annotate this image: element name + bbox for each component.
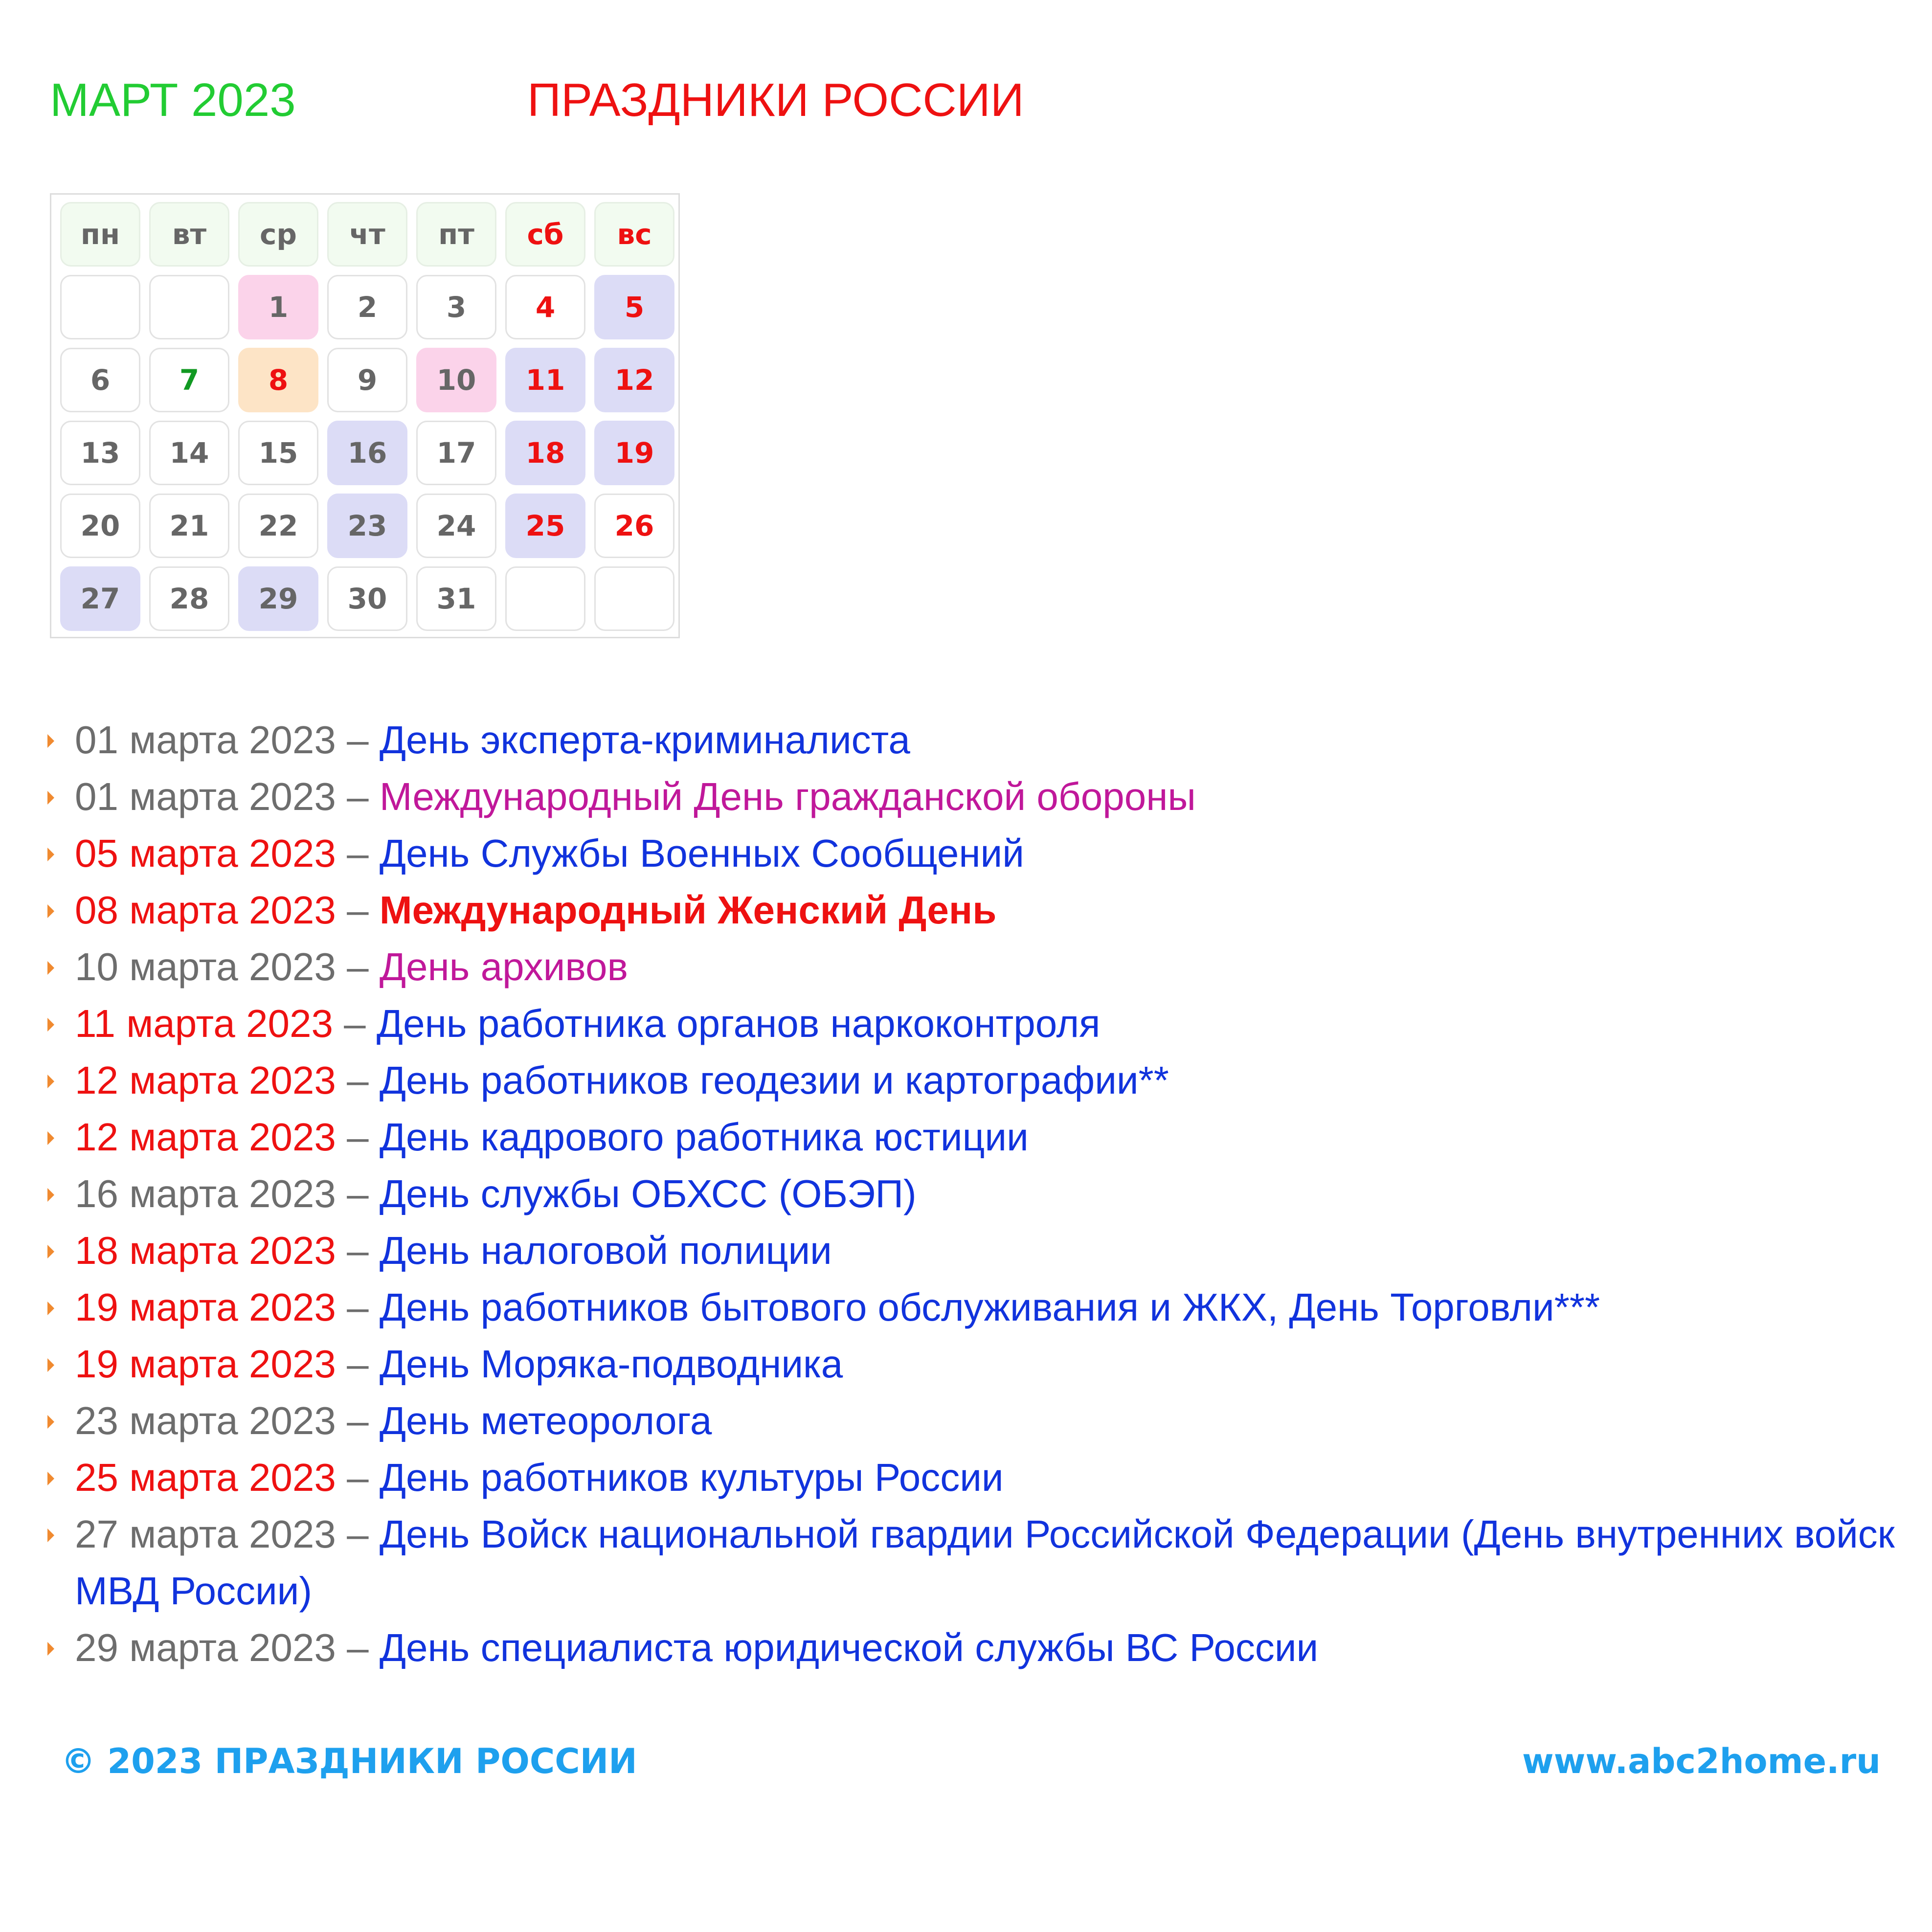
calendar-day-empty <box>505 566 585 631</box>
calendar-day[interactable]: 24 <box>416 494 496 558</box>
holiday-name-link[interactable]: День работников культуры России <box>379 1456 1004 1499</box>
calendar-day[interactable]: 29 <box>238 566 318 631</box>
holiday-name-link[interactable]: День эксперта-криминалиста <box>379 718 910 762</box>
holiday-item <box>46 1619 1915 1676</box>
calendar-grid <box>60 202 674 631</box>
calendar-day[interactable]: 21 <box>149 494 229 558</box>
holiday-separator: – <box>336 945 380 988</box>
holiday-item <box>46 1279 1915 1336</box>
holiday-date: 27 марта 2023 <box>75 1512 336 1556</box>
holiday-separator: – <box>336 1058 380 1102</box>
footer-website-link[interactable]: www.abc2home.ru <box>1522 1741 1881 1781</box>
holiday-date: 12 марта 2023 <box>75 1058 336 1102</box>
holiday-name-link[interactable]: День архивов <box>379 945 628 988</box>
holiday-item <box>46 1222 1915 1279</box>
month-title: МАРТ 2023 <box>50 74 296 126</box>
calendar-day[interactable]: 9 <box>327 348 407 412</box>
holiday-item <box>46 1166 1915 1222</box>
holiday-item <box>46 1052 1915 1109</box>
holiday-item <box>46 712 1915 768</box>
bullet-arrow-icon <box>47 1472 54 1485</box>
holiday-name-link[interactable]: День метеоролога <box>379 1399 712 1442</box>
calendar-day[interactable]: 4 <box>505 275 585 339</box>
holiday-date: 19 марта 2023 <box>75 1285 336 1329</box>
calendar-day[interactable]: 16 <box>327 421 407 485</box>
holiday-separator: – <box>336 718 380 762</box>
calendar-day[interactable]: 22 <box>238 494 318 558</box>
holiday-date: 19 марта 2023 <box>75 1342 336 1386</box>
holiday-date: 01 марта 2023 <box>75 718 336 762</box>
holiday-separator: – <box>336 1285 380 1329</box>
calendar-day[interactable]: 28 <box>149 566 229 631</box>
calendar-day[interactable]: 12 <box>594 348 674 412</box>
month-calendar <box>50 193 680 638</box>
weekday-header: ср <box>238 202 318 267</box>
holiday-separator: – <box>336 1172 380 1215</box>
calendar-day[interactable]: 19 <box>594 421 674 485</box>
holiday-name-link[interactable]: Международный День гражданской обороны <box>379 775 1196 818</box>
calendar-day[interactable]: 1 <box>238 275 318 339</box>
holiday-item <box>46 768 1915 825</box>
calendar-day-empty <box>60 275 140 339</box>
bullet-arrow-icon <box>47 1075 54 1088</box>
weekday-header: сб <box>505 202 585 267</box>
calendar-day[interactable]: 13 <box>60 421 140 485</box>
holiday-item <box>46 1449 1915 1506</box>
bullet-arrow-icon <box>47 1642 54 1656</box>
calendar-day[interactable]: 2 <box>327 275 407 339</box>
calendar-day[interactable]: 5 <box>594 275 674 339</box>
holiday-item <box>46 1506 1915 1619</box>
holiday-separator: – <box>336 1456 380 1499</box>
bullet-arrow-icon <box>47 1188 54 1202</box>
calendar-day[interactable]: 26 <box>594 494 674 558</box>
holiday-item <box>46 882 1915 939</box>
calendar-day-empty <box>149 275 229 339</box>
holiday-name-link[interactable]: День Войск национальной гвардии Российской Федерации (День внутренних войск МВД России) <box>75 1512 1895 1613</box>
holiday-item <box>46 1109 1915 1166</box>
bullet-arrow-icon <box>47 734 54 748</box>
holiday-name-link[interactable]: День Моряка-подводника <box>379 1342 843 1386</box>
calendar-day[interactable]: 31 <box>416 566 496 631</box>
calendar-day[interactable]: 25 <box>505 494 585 558</box>
holiday-separator: – <box>336 1115 380 1159</box>
holiday-date: 18 марта 2023 <box>75 1229 336 1272</box>
holiday-list <box>46 712 1915 1676</box>
weekday-header: пн <box>60 202 140 267</box>
calendar-day[interactable]: 14 <box>149 421 229 485</box>
weekday-header: вт <box>149 202 229 267</box>
weekday-header: пт <box>416 202 496 267</box>
calendar-day[interactable]: 30 <box>327 566 407 631</box>
holiday-item <box>46 939 1915 995</box>
holiday-name-link[interactable]: День работника органов наркоконтроля <box>376 1002 1101 1045</box>
holiday-name-link[interactable]: День кадрового работника юстиции <box>379 1115 1029 1159</box>
holiday-name-link[interactable]: День Службы Военных Сообщений <box>379 831 1024 875</box>
calendar-day[interactable]: 15 <box>238 421 318 485</box>
bullet-arrow-icon <box>47 1358 54 1372</box>
bullet-arrow-icon <box>47 1415 54 1429</box>
holiday-separator: – <box>336 1399 380 1442</box>
calendar-day[interactable]: 8 <box>238 348 318 412</box>
holiday-name-link[interactable]: День специалиста юридической службы ВС России <box>379 1626 1319 1669</box>
bullet-arrow-icon <box>47 791 54 805</box>
calendar-day[interactable]: 18 <box>505 421 585 485</box>
weekday-header: вс <box>594 202 674 267</box>
holiday-separator: – <box>336 1229 380 1272</box>
calendar-day[interactable]: 6 <box>60 348 140 412</box>
calendar-day[interactable]: 11 <box>505 348 585 412</box>
holiday-date: 08 марта 2023 <box>75 888 336 932</box>
calendar-day[interactable]: 17 <box>416 421 496 485</box>
weekday-header: чт <box>327 202 407 267</box>
holiday-date: 05 марта 2023 <box>75 831 336 875</box>
bullet-arrow-icon <box>47 904 54 918</box>
holiday-name-link[interactable]: День налоговой полиции <box>379 1229 832 1272</box>
holiday-date: 01 марта 2023 <box>75 775 336 818</box>
holiday-separator: – <box>336 888 380 932</box>
holiday-date: 23 марта 2023 <box>75 1399 336 1442</box>
holiday-item <box>46 1393 1915 1449</box>
holiday-date: 12 марта 2023 <box>75 1115 336 1159</box>
holiday-separator: – <box>336 1342 380 1386</box>
holiday-separator: – <box>336 1626 380 1669</box>
holiday-item <box>46 825 1915 882</box>
bullet-arrow-icon <box>47 848 54 861</box>
holiday-separator: – <box>336 1512 380 1556</box>
holiday-separator: – <box>333 1002 377 1045</box>
holiday-date: 16 марта 2023 <box>75 1172 336 1215</box>
bullet-arrow-icon <box>47 1302 54 1315</box>
bullet-arrow-icon <box>47 1245 54 1258</box>
bullet-arrow-icon <box>47 1528 54 1542</box>
holiday-date: 11 марта 2023 <box>75 1002 333 1045</box>
bullet-arrow-icon <box>47 1018 54 1032</box>
holiday-name-link[interactable]: День работников бытового обслуживания и ЖКХ, День Торговли*** <box>379 1285 1600 1329</box>
calendar-day[interactable]: 20 <box>60 494 140 558</box>
bullet-arrow-icon <box>47 1131 54 1145</box>
holiday-date: 10 марта 2023 <box>75 945 336 988</box>
calendar-day[interactable]: 7 <box>149 348 229 412</box>
footer-copyright: © 2023 ПРАЗДНИКИ РОССИИ <box>61 1741 637 1781</box>
calendar-day-empty <box>594 566 674 631</box>
holiday-name-link[interactable]: День службы ОБХСС (ОБЭП) <box>379 1172 917 1215</box>
holiday-name-link[interactable]: День работников геодезии и картографии** <box>379 1058 1169 1102</box>
holiday-item <box>46 995 1915 1052</box>
calendar-day[interactable]: 23 <box>327 494 407 558</box>
holiday-date: 29 марта 2023 <box>75 1626 336 1669</box>
holiday-name-link[interactable]: Международный Женский День <box>379 888 997 932</box>
bullet-arrow-icon <box>47 961 54 975</box>
calendar-day[interactable]: 10 <box>416 348 496 412</box>
holiday-separator: – <box>336 831 380 875</box>
holiday-date: 25 марта 2023 <box>75 1456 336 1499</box>
calendar-day[interactable]: 3 <box>416 275 496 339</box>
page-title: ПРАЗДНИКИ РОССИИ <box>527 74 1024 126</box>
calendar-day[interactable]: 27 <box>60 566 140 631</box>
holiday-separator: – <box>336 775 380 818</box>
holiday-item <box>46 1336 1915 1393</box>
